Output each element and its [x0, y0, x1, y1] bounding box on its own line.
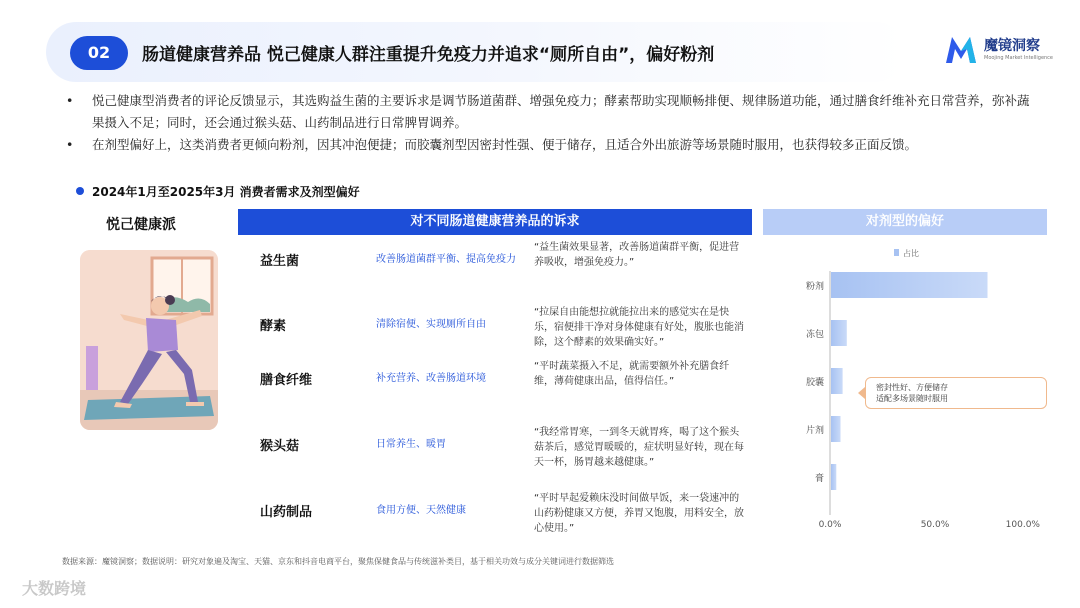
bullet-item	[66, 90, 1036, 134]
callout-line: 密封性好、方便储存	[876, 383, 948, 392]
category-label: 冻包	[805, 330, 824, 340]
form-preference-header: 对剂型的偏好	[763, 209, 1047, 235]
bar-冻包	[831, 320, 847, 346]
bar-膏	[831, 464, 836, 490]
page-title: 肠道健康营养品 悦己健康人群注重提升免疫力并追求“厕所自由”，偏好粉剂	[142, 45, 715, 65]
category-label: 粉剂	[805, 282, 824, 292]
yoga-illustration-svg	[80, 250, 218, 430]
yoga-woman-illustration	[80, 250, 218, 430]
product-name: 酵素	[260, 319, 287, 334]
table-row	[238, 427, 752, 495]
bullet-text: 悦己健康型消费者的评论反馈显示，其选购益生菌的主要诉求是调节肠道菌群、增强免疫力；酵素帮助实现顺畅排便、规律肠道功能，通过膳食纤维补充日常营养，弥补蔬果摄入不足；同时，还会通过猴头菇、山药制品进行日常脾胃调养。	[92, 93, 1030, 130]
data-source-note: 数据来源：魔镜洞察；数据说明：研究对象遍及淘宝、天猫、京东和抖音电商平台，聚焦保健食品与传统滋补类目，基于相关功效与成分关键词进行数据筛选	[62, 557, 614, 566]
bar-粉剂	[831, 272, 988, 298]
persona-label: 悦己健康派	[106, 217, 176, 233]
product-need: 食用方便、天然健康	[376, 505, 466, 516]
product-name: 益生菌	[260, 254, 300, 269]
capsule-callout	[865, 377, 1047, 409]
bullet-text: 在剂型偏好上，这类消费者更倾向粉剂，因其冲泡便捷；而胶囊剂型因密封性强、便于储存，且适合外出旅游等场景随时服用，也获得较多正面反馈。	[92, 137, 918, 152]
product-need: 改善肠道菌群平衡、提高免疫力	[376, 254, 516, 265]
subtitle-text: 2024年1月至2025年3月 消费者需求及剂型偏好	[92, 185, 360, 199]
table-row	[238, 242, 752, 310]
category-label: 片剂	[805, 426, 824, 436]
table-row	[238, 493, 752, 561]
bullet-dot: •	[66, 137, 74, 152]
bullet-dot: •	[66, 93, 74, 108]
bullet-item	[66, 134, 1036, 156]
summary-bullets	[66, 90, 1036, 156]
consumer-quote: “益生菌效果显著，改善肠道菌群平衡，促进营养吸收，增强免疫力。”	[534, 242, 740, 268]
category-label: 胶囊	[805, 378, 824, 388]
bar-片剂	[831, 416, 841, 442]
consumer-quote: “平时早起爱赖床没时间做早饭，来一袋速冲的山药粉健康又方便，养胃又饱腹，用料安全，放心使用。”	[534, 493, 744, 534]
product-need: 日常养生、暖胃	[376, 439, 446, 450]
consumer-quote: “我经常胃寒，一到冬天就胃疼，喝了这个猴头菇茶后，感觉胃暖暖的，症状明显好转，现在每天一杯，肠胃越来越健康。”	[534, 427, 744, 468]
table-row	[238, 361, 752, 429]
category-label: 膏	[814, 474, 824, 484]
subtitle-dot-icon	[76, 187, 84, 195]
x-tick-label: 0.0%	[818, 520, 842, 530]
consumer-quote: “平时蔬菜摄入不足，就需要额外补充膳食纤维，薄荷健康出品，值得信任。”	[534, 361, 730, 387]
watermark: 大数跨境	[22, 579, 87, 598]
legend-swatch	[894, 249, 899, 256]
product-name: 山药制品	[260, 505, 313, 520]
product-name: 猴头菇	[260, 439, 300, 454]
logo-mark-icon	[944, 33, 978, 65]
logo-subtitle: Moojing Market Intelligence	[984, 55, 1054, 61]
legend-label: 占比	[903, 249, 919, 258]
product-name: 膳食纤维	[260, 373, 313, 388]
product-need: 清除宿便、实现厕所自由	[376, 319, 486, 330]
x-tick-label: 100.0%	[1005, 520, 1040, 530]
logo-name: 魔镜洞察	[984, 38, 1040, 54]
product-need: 补充营养、改善肠道环境	[376, 373, 486, 384]
section-subtitle	[76, 183, 360, 200]
consumer-quote: “拉屎自由能想拉就能拉出来的感觉实在是快乐，宿便排干净对身体健康有好处，腹胀也能消除，这个酵素的效果确实好。”	[534, 307, 744, 348]
callout-line: 适配多场景随时服用	[876, 394, 948, 403]
callout-pointer	[858, 387, 865, 399]
section-number-badge: 02	[70, 36, 128, 70]
bar-胶囊	[831, 368, 843, 394]
brand-logo	[944, 33, 1064, 67]
needs-table-header: 对不同肠道健康营养品的诉求	[238, 209, 752, 235]
x-tick-label: 50.0%	[920, 520, 950, 530]
